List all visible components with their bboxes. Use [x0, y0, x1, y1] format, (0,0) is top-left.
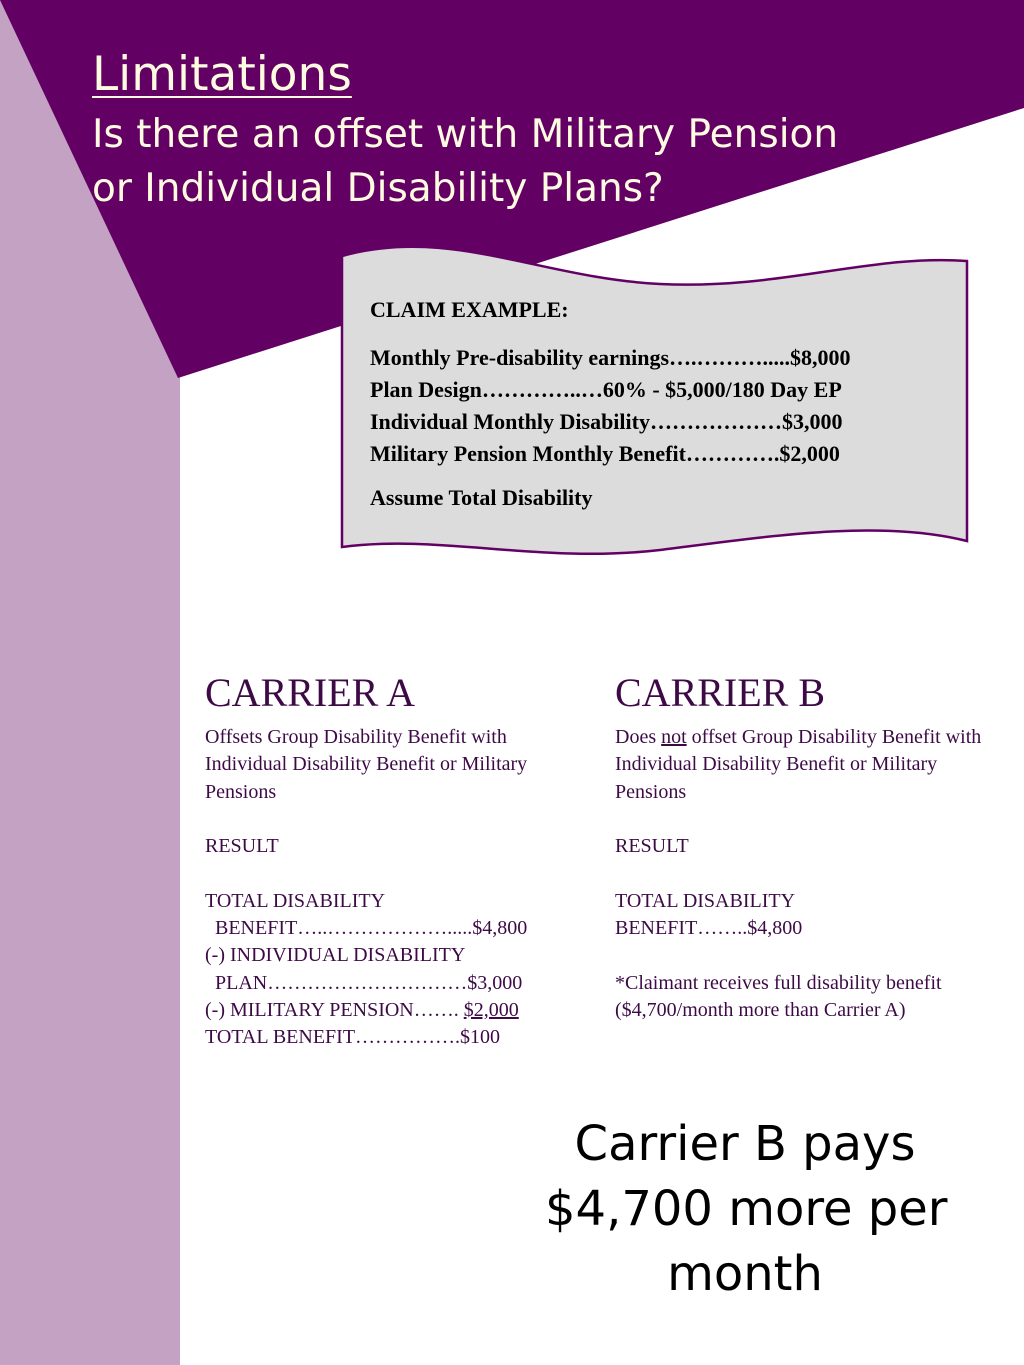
- title-block: [92, 44, 952, 216]
- carrier-b-benefit-line: BENEFIT……..$4,800: [615, 917, 803, 940]
- subtitle-line-2: or Individual Disability Plans?: [92, 166, 664, 211]
- carrier-b-heading: CARRIER B: [615, 670, 826, 715]
- conclusion-text: [545, 1112, 948, 1307]
- carrier-a-total-benefit-line: TOTAL BENEFIT…………….$100: [205, 1026, 501, 1049]
- carrier-a-military-prefix: (-) MILITARY PENSION…….: [205, 998, 464, 1021]
- carrier-a-result-label: RESULT: [205, 835, 279, 858]
- carrier-a-result: [205, 833, 585, 1051]
- claim-line-earnings: Monthly Pre-disability earnings….……….....$8,000: [370, 345, 851, 370]
- carrier-b-description: [615, 724, 1010, 806]
- conclusion-line-3: month: [667, 1246, 823, 1302]
- carrier-a-benefit-line: BENEFIT…..……………….....$4,800: [205, 917, 528, 940]
- carrier-a-total-disability-label: TOTAL DISABILITY: [205, 889, 386, 912]
- subtitle-line-1: Is there an offset with Military Pension: [92, 112, 839, 157]
- carrier-b-column: [615, 668, 1010, 1024]
- carrier-b-note-line-2: ($4,700/month more than Carrier A): [615, 998, 906, 1021]
- carrier-a-column: [205, 668, 585, 1052]
- slide-title: Limitations: [92, 47, 352, 102]
- claim-example-text: [370, 296, 950, 512]
- conclusion-line-1: Carrier B pays: [574, 1116, 916, 1172]
- carrier-b-desc-post: offset Group Disability Benefit with Individual Disability Benefit or Military Pensions: [615, 726, 982, 803]
- claim-line-plan-design: Plan Design…………..…60% - $5,000/180 Day EP: [370, 377, 842, 402]
- claim-example-lines: [370, 342, 950, 470]
- carrier-a-individual-label: (-) INDIVIDUAL DISABILITY: [205, 944, 466, 967]
- claim-line-individual: Individual Monthly Disability………………$3,000: [370, 409, 843, 434]
- claim-line-military: Military Pension Monthly Benefit………….$2,000: [370, 441, 840, 466]
- carrier-b-note-line-1: *Claimant receives full disability benefit: [615, 971, 942, 994]
- carrier-b-result-label: RESULT: [615, 835, 689, 858]
- carrier-b-total-disability-label: TOTAL DISABILITY: [615, 889, 796, 912]
- carrier-a-description: Offsets Group Disability Benefit with Individual Disability Benefit or Military Pensions: [205, 726, 528, 803]
- carrier-b-desc-not: not: [661, 726, 687, 748]
- conclusion-line-2: $4,700 more per: [545, 1181, 948, 1237]
- slide-subtitle: [92, 108, 952, 216]
- carrier-b-result: [615, 833, 1010, 1024]
- claim-example-heading: CLAIM EXAMPLE:: [370, 297, 569, 322]
- carrier-b-desc-pre: Does: [615, 726, 662, 748]
- carrier-a-military-amount: $2,000: [463, 998, 519, 1021]
- carrier-a-plan-line: PLAN…………………………$3,000: [205, 971, 523, 994]
- claim-assumption: Assume Total Disability: [370, 485, 593, 510]
- carrier-a-military-line: [205, 997, 585, 1024]
- carrier-a-heading: CARRIER A: [205, 670, 416, 715]
